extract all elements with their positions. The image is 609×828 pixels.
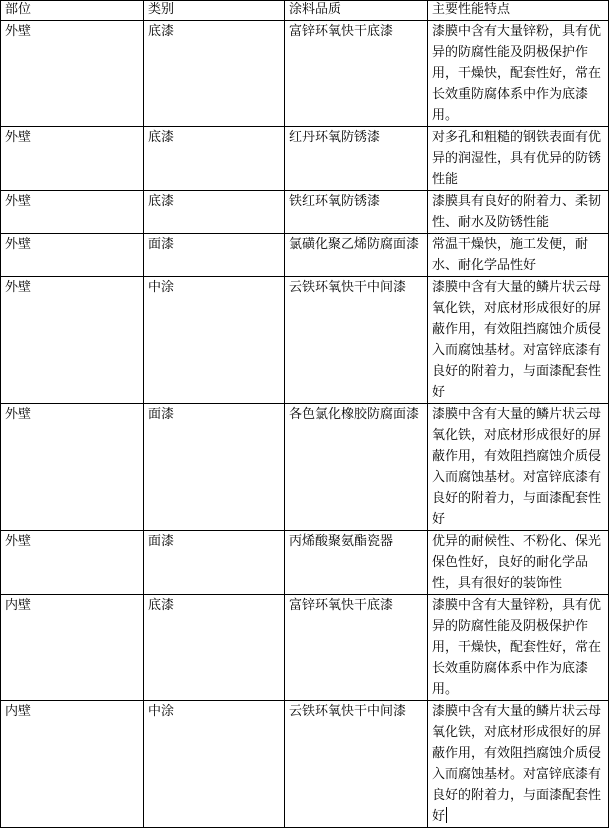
cell-category: 底漆 (144, 21, 285, 127)
cell-category: 中涂 (144, 701, 285, 828)
text-cursor (446, 807, 447, 823)
cell-features-text: 漆膜中含有大量的鳞片状云母氧化铁，对底材形成很好的屏蔽作用，有效阻挡腐蚀介质侵入而腐蚀基材。对富锌底漆有良好的附着力，与面漆配套性好 (432, 704, 602, 824)
table-row (1, 191, 609, 234)
cell-features: 漆膜具有良好的附着力、柔韧性、耐水及防锈性能 (428, 191, 609, 234)
cell-features: 漆膜中含有大量的鳞片状云母氧化铁，对底材形成很好的屏蔽作用，有效阻挡腐蚀介质侵入而腐蚀基材。对富锌底漆有良好的附着力，与面漆配套性好 (428, 277, 609, 404)
cell-part: 外壁 (1, 21, 144, 127)
cell-category: 底漆 (144, 191, 285, 234)
cell-features: 对多孔和粗糙的钢铁表面有优异的润湿性，具有优异的防锈性能 (428, 127, 609, 191)
cell-part: 外壁 (1, 531, 144, 595)
cell-coating: 红丹环氧防锈漆 (285, 127, 428, 191)
cell-coating: 富锌环氧快干底漆 (285, 21, 428, 127)
cell-part: 外壁 (1, 277, 144, 404)
table-row (1, 234, 609, 277)
table-row (1, 701, 609, 828)
cell-part: 外壁 (1, 127, 144, 191)
header-features: 主要性能特点 (428, 1, 609, 21)
cell-features: 漆膜中含有大量的鳞片状云母氧化铁，对底材形成很好的屏蔽作用，有效阻挡腐蚀介质侵入而腐蚀基材。对富锌底漆有良好的附着力，与面漆配套性好 (428, 404, 609, 531)
table-row (1, 404, 609, 531)
cell-part: 外壁 (1, 191, 144, 234)
cell-part: 外壁 (1, 404, 144, 531)
table-row (1, 21, 609, 127)
cell-category: 底漆 (144, 127, 285, 191)
header-category: 类别 (144, 1, 285, 21)
cell-category: 底漆 (144, 595, 285, 701)
cell-part: 内壁 (1, 701, 144, 828)
table-row (1, 277, 609, 404)
table-row (1, 595, 609, 701)
cell-coating: 丙烯酸聚氨酯瓷器 (285, 531, 428, 595)
cell-coating: 铁红环氧防锈漆 (285, 191, 428, 234)
cell-category: 中涂 (144, 277, 285, 404)
cell-part: 内壁 (1, 595, 144, 701)
table-row (1, 531, 609, 595)
cell-features[interactable] (428, 701, 609, 828)
table-row (1, 127, 609, 191)
cell-coating: 氯磺化聚乙烯防腐面漆 (285, 234, 428, 277)
cell-features: 漆膜中含有大量锌粉，具有优异的防腐性能及阴极保护作用，干燥快，配套性好，常在长效重防腐体系中作为底漆用。 (428, 595, 609, 701)
cell-category: 面漆 (144, 234, 285, 277)
cell-part: 外壁 (1, 234, 144, 277)
cell-coating: 各色氯化橡胶防腐面漆 (285, 404, 428, 531)
cell-coating: 云铁环氧快干中间漆 (285, 277, 428, 404)
table-header-row (1, 1, 609, 21)
cell-features: 漆膜中含有大量锌粉，具有优异的防腐性能及阴极保护作用，干燥快，配套性好，常在长效重防腐体系中作为底漆用。 (428, 21, 609, 127)
cell-category: 面漆 (144, 531, 285, 595)
header-part: 部位 (1, 1, 144, 21)
cell-features: 常温干燥快，施工发便，耐水、耐化学品性好 (428, 234, 609, 277)
cell-coating: 云铁环氧快干中间漆 (285, 701, 428, 828)
cell-features: 优异的耐候性、不粉化、保光保色性好，良好的耐化学品性，具有很好的装饰性 (428, 531, 609, 595)
cell-coating: 富锌环氧快干底漆 (285, 595, 428, 701)
cell-category: 面漆 (144, 404, 285, 531)
header-coating: 涂料品质 (285, 1, 428, 21)
